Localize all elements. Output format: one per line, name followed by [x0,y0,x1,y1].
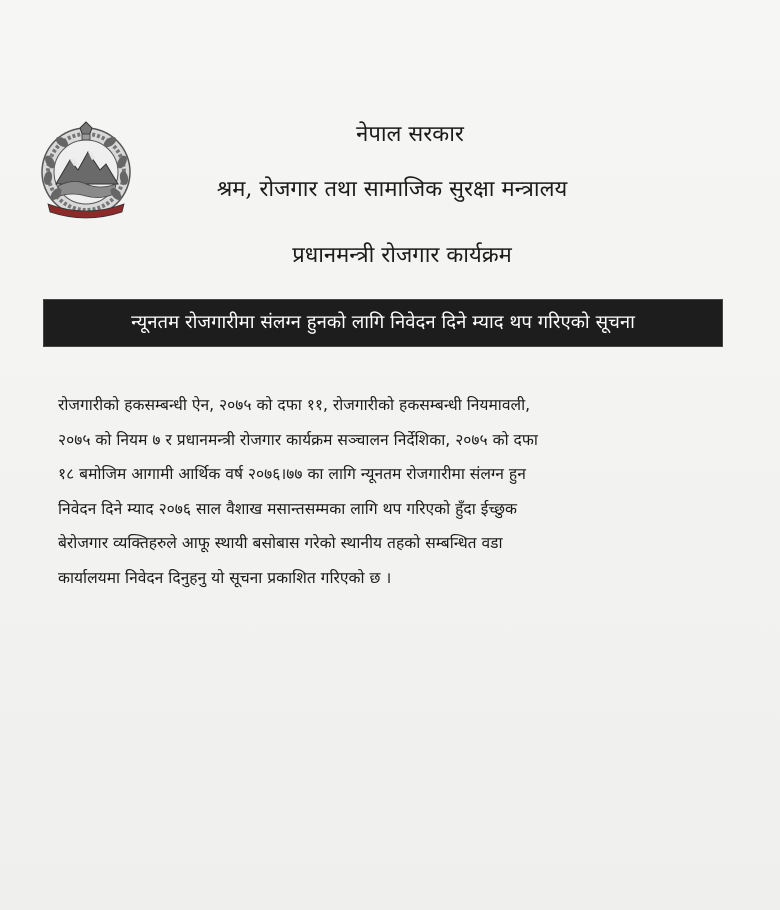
notice-body [58,388,708,595]
body-line: निवेदन दिने म्याद २०७६ साल वैशाख मसान्तसम्मका लागि थप गरिएको हुँदा ईच्छुक [58,499,518,518]
government-heading: नेपाल सरकार [356,122,464,147]
body-line: रोजगारीको हकसम्बन्धी ऐन, २०७५ को दफा ११, रोजगारीको हकसम्बन्धी नियमावली, [58,396,531,414]
body-line: २०७५ को नियम ७ र प्रधानमन्त्री रोजगार कार्यक्रम सञ्चालन निर्देशिका, २०७५ को दफा [58,430,538,449]
ministry-heading: श्रम, रोजगार तथा सामाजिक सुरक्षा मन्त्रालय [216,177,568,202]
notice-title: न्यूनतम रोजगारीमा संलग्न हुनको लागि निवेदन दिने म्याद थप गरिएको सूचना [131,312,635,333]
body-line: बेरोजगार व्यक्तिहरुले आफू स्थायी बसोबास गरेको स्थानीय तहको सम्बन्धित वडा [58,534,503,552]
body-line: कार्यालयमा निवेदन दिनुहनु यो सूचना प्रकाशित गरिएको छ । [58,568,392,587]
notice-title-bar [44,300,722,346]
program-heading: प्रधानमन्त्री रोजगार कार्यक्रम [292,243,512,268]
body-line: १८ बमोजिम आगामी आर्थिक वर्ष २०७६।७७ का लागि न्यूनतम रोजगारीमा संलग्न हुन [58,465,526,483]
